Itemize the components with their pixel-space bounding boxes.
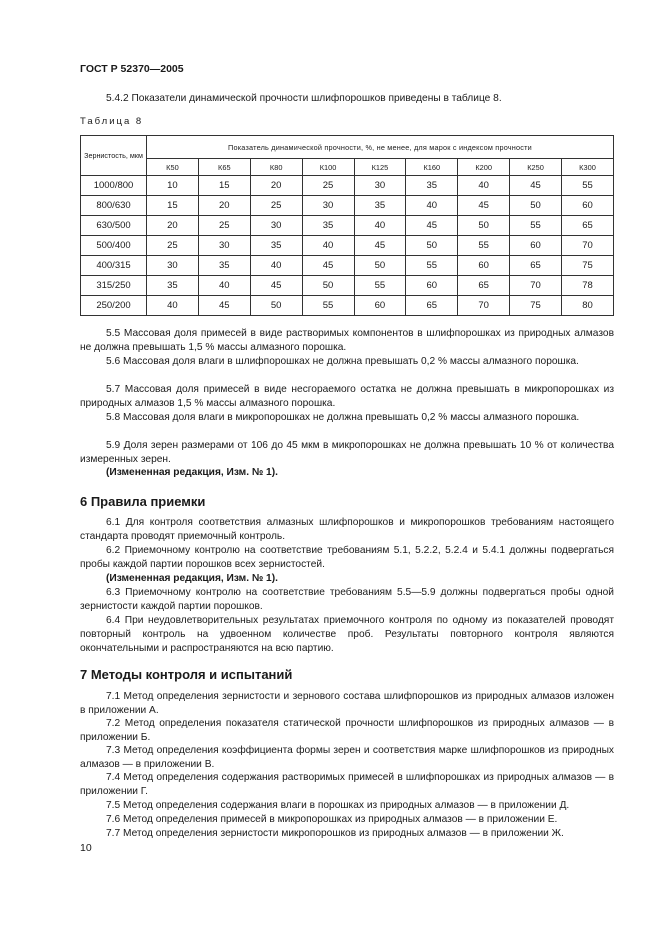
- paragraph-6-4: 6.4 При неудовлетворительных результатах приемочного контроля по одному из показателей проводят повторный контроль на удвоенном количестве проб. Результаты повторного контроля являются окончательными и распространяются на всю партию.: [80, 615, 614, 654]
- strength-value-cell: 65: [458, 276, 510, 296]
- grade-header-cell: К80: [250, 159, 302, 176]
- strength-value-cell: 45: [510, 176, 562, 196]
- paragraph-5-8: 5.8 Массовая доля влаги в микропорошках не должна превышать 0,2 % массы алмазного порошка.: [106, 412, 580, 423]
- strength-value-cell: 35: [354, 196, 406, 216]
- strength-value-cell: 30: [198, 236, 250, 256]
- grain-size-cell: 250/200: [81, 296, 147, 316]
- strength-value-cell: 25: [302, 176, 354, 196]
- strength-value-cell: 60: [510, 236, 562, 256]
- strength-value-cell: 55: [302, 296, 354, 316]
- strength-value-cell: 50: [510, 196, 562, 216]
- grain-size-cell: 1000/800: [81, 176, 147, 196]
- strength-value-cell: 60: [354, 296, 406, 316]
- paragraph-7-6: 7.6 Метод определения примесей в микропорошках из природных алмазов — в приложении Е.: [106, 814, 558, 825]
- strength-value-cell: 20: [250, 176, 302, 196]
- strength-value-cell: 55: [406, 256, 458, 276]
- strength-value-cell: 20: [147, 216, 199, 236]
- strength-value-cell: 50: [458, 216, 510, 236]
- strength-value-cell: 40: [198, 276, 250, 296]
- section-6-heading: 6 Правила приемки: [80, 494, 206, 509]
- table-row: [81, 176, 614, 196]
- grade-header-cell: К50: [147, 159, 199, 176]
- grade-header-cell: К100: [302, 159, 354, 176]
- paragraph-7-7: 7.7 Метод определения зернистости микропорошков из природных алмазов — в приложении Ж.: [106, 828, 564, 839]
- strength-value-cell: 40: [406, 196, 458, 216]
- strength-value-cell: 65: [406, 296, 458, 316]
- table-row: [81, 216, 614, 236]
- strength-value-cell: 55: [354, 276, 406, 296]
- strength-value-cell: 25: [147, 236, 199, 256]
- strength-value-cell: 50: [250, 296, 302, 316]
- strength-value-cell: 50: [302, 276, 354, 296]
- table-header-row: [81, 136, 614, 159]
- strength-value-cell: 30: [354, 176, 406, 196]
- strength-value-cell: 35: [302, 216, 354, 236]
- grade-header-row: [81, 159, 614, 176]
- grade-header-cell: К300: [562, 159, 614, 176]
- grade-header-cell: К125: [354, 159, 406, 176]
- strength-value-cell: 70: [510, 276, 562, 296]
- strength-value-cell: 30: [302, 196, 354, 216]
- paragraph-6-2: 6.2 Приемочному контролю на соответствие требованиям 5.1, 5.2.2, 5.2.4 и 5.4.1 должны подвергаться пробы каждой партии порошков всех зернистостей.: [80, 545, 614, 570]
- strength-value-cell: 45: [406, 216, 458, 236]
- strength-value-cell: 45: [354, 236, 406, 256]
- strength-value-cell: 40: [354, 216, 406, 236]
- grade-header-cell: К200: [458, 159, 510, 176]
- grain-size-cell: 315/250: [81, 276, 147, 296]
- amendment-note-1: (Измененная редакция, Изм. № 1).: [106, 467, 278, 478]
- amendment-note-2: (Измененная редакция, Изм. № 1).: [106, 573, 278, 584]
- dynamic-strength-table: [80, 135, 614, 316]
- grade-header-cell: К250: [510, 159, 562, 176]
- grain-size-cell: 400/315: [81, 256, 147, 276]
- strength-value-cell: 60: [562, 196, 614, 216]
- grain-size-cell: 800/630: [81, 196, 147, 216]
- paragraph-5-4-2: 5.4.2 Показатели динамической прочности шлифпорошков приведены в таблице 8.: [106, 93, 502, 104]
- strength-value-cell: 20: [198, 196, 250, 216]
- strength-value-cell: 40: [147, 296, 199, 316]
- strength-value-cell: 60: [458, 256, 510, 276]
- strength-value-cell: 15: [198, 176, 250, 196]
- strength-value-cell: 70: [562, 236, 614, 256]
- paragraph-7-3: 7.3 Метод определения коэффициента формы зерен и соответствия марке шлифпорошков из природных алмазов — в приложении В.: [80, 745, 614, 770]
- strength-value-cell: 45: [302, 256, 354, 276]
- table-row: [81, 296, 614, 316]
- strength-value-cell: 10: [147, 176, 199, 196]
- strength-value-cell: 15: [147, 196, 199, 216]
- table-row: [81, 256, 614, 276]
- table-row: [81, 236, 614, 256]
- page-number: 10: [80, 842, 92, 854]
- strength-value-cell: 35: [406, 176, 458, 196]
- strength-value-cell: 45: [250, 276, 302, 296]
- strength-value-cell: 40: [458, 176, 510, 196]
- table-row: [81, 276, 614, 296]
- strength-value-cell: 30: [147, 256, 199, 276]
- strength-value-cell: 30: [250, 216, 302, 236]
- strength-value-cell: 40: [250, 256, 302, 276]
- strength-value-cell: 40: [302, 236, 354, 256]
- strength-value-cell: 70: [458, 296, 510, 316]
- strength-value-cell: 78: [562, 276, 614, 296]
- strength-value-cell: 75: [510, 296, 562, 316]
- strength-value-cell: 65: [562, 216, 614, 236]
- grade-header-cell: К65: [198, 159, 250, 176]
- paragraph-7-1: 7.1 Метод определения зернистости и зернового состава шлифпорошков из природных алмазов изложен в приложении А.: [80, 691, 614, 716]
- document-header: ГОСТ Р 52370—2005: [80, 63, 184, 75]
- strength-indicator-header: Показатель динамической прочности, %, не менее, для марок с индексом прочности: [147, 136, 614, 159]
- strength-value-cell: 45: [198, 296, 250, 316]
- strength-value-cell: 55: [562, 176, 614, 196]
- strength-value-cell: 35: [198, 256, 250, 276]
- strength-value-cell: 35: [250, 236, 302, 256]
- strength-value-cell: 50: [406, 236, 458, 256]
- paragraph-6-1: 6.1 Для контроля соответствия алмазных шлифпорошков и микропорошков требованиям настоящего стандарта проводят приемочный контроль.: [80, 517, 614, 542]
- strength-value-cell: 50: [354, 256, 406, 276]
- paragraph-5-9: 5.9 Доля зерен размерами от 106 до 45 мкм в микропорошках не должна превышать 10 % от количества измеренных зерен.: [80, 440, 614, 465]
- paragraph-5-6: 5.6 Массовая доля влаги в шлифпорошках не должна превышать 0,2 % массы алмазного порошка.: [106, 356, 579, 367]
- strength-value-cell: 45: [458, 196, 510, 216]
- strength-value-cell: 35: [147, 276, 199, 296]
- strength-value-cell: 55: [510, 216, 562, 236]
- paragraph-7-4: 7.4 Метод определения содержания растворимых примесей в шлифпорошках из природных алмазов — в приложении Г.: [80, 772, 614, 797]
- table-caption: Таблица 8: [80, 116, 144, 127]
- paragraph-5-5: 5.5 Массовая доля примесей в виде растворимых компонентов в шлифпорошках из природных алмазов не должна превышать 1,5 % массы алмазного порошка.: [80, 328, 614, 353]
- section-7-heading: 7 Методы контроля и испытаний: [80, 667, 293, 682]
- table-row: [81, 196, 614, 216]
- strength-value-cell: 25: [250, 196, 302, 216]
- paragraph-6-3: 6.3 Приемочному контролю на соответствие требованиям 5.5—5.9 должны подвергаться пробы одной зернистости каждой партии порошков.: [80, 587, 614, 612]
- grain-size-cell: 630/500: [81, 216, 147, 236]
- strength-value-cell: 55: [458, 236, 510, 256]
- strength-value-cell: 80: [562, 296, 614, 316]
- grain-size-header: Зернистость, мкм: [81, 136, 147, 176]
- paragraph-7-2: 7.2 Метод определения показателя статической прочности шлифпорошков из природных алмазов — в приложении Б.: [80, 718, 614, 743]
- paragraph-7-5: 7.5 Метод определения содержания влаги в порошках из природных алмазов — в приложении Д.: [106, 800, 570, 811]
- strength-value-cell: 60: [406, 276, 458, 296]
- strength-value-cell: 65: [510, 256, 562, 276]
- grain-size-cell: 500/400: [81, 236, 147, 256]
- strength-value-cell: 75: [562, 256, 614, 276]
- grade-header-cell: К160: [406, 159, 458, 176]
- strength-value-cell: 25: [198, 216, 250, 236]
- paragraph-5-7: 5.7 Массовая доля примесей в виде несгораемого остатка не должна превышать в микропорошках из природных алмазов 1,5 % массы алмазного порошка.: [80, 384, 614, 409]
